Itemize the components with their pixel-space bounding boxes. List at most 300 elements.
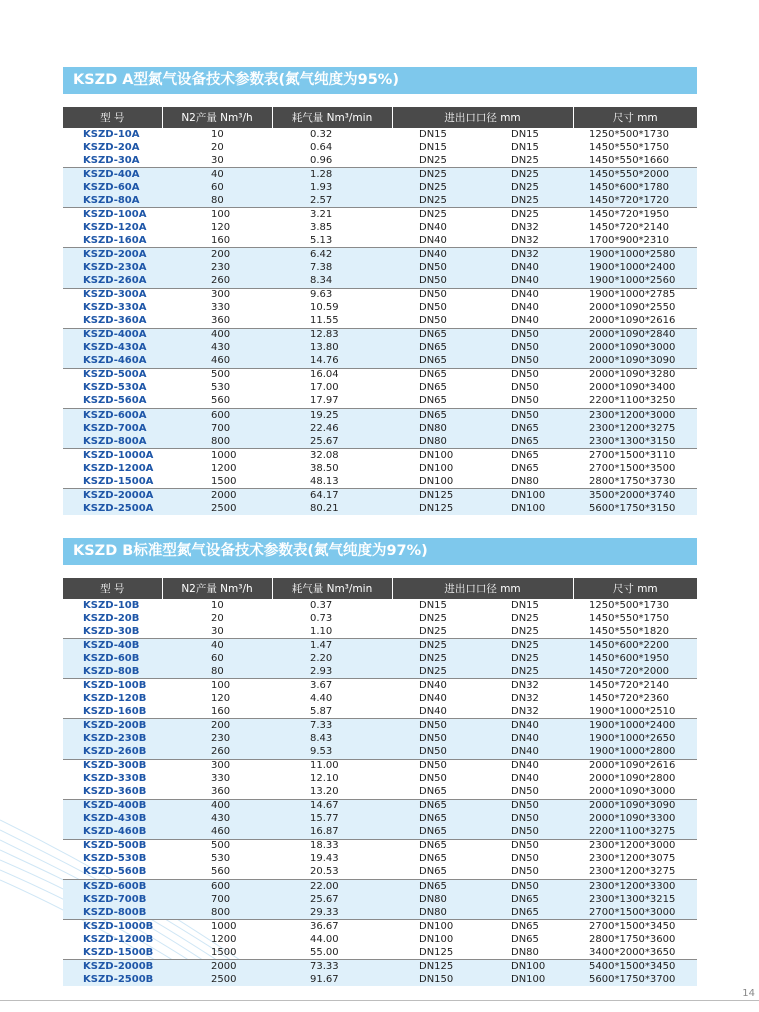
table-row — [63, 288, 697, 302]
table-header-row — [63, 578, 697, 599]
air-consumption-cell: 17.97 — [310, 395, 339, 407]
model-cell: KSZD-300B — [63, 759, 162, 773]
n2-output-cell: 400 — [162, 799, 272, 813]
model-cell: KSZD-80A — [63, 194, 162, 208]
table-row — [63, 773, 697, 786]
table-row — [63, 475, 697, 489]
model-cell: KSZD-460B — [63, 826, 162, 840]
model-cell: KSZD-30B — [83, 625, 140, 637]
n2-output-cell: 2000 — [162, 489, 272, 503]
model-cell: KSZD-530B — [83, 853, 147, 865]
outlet-cell: DN32 — [476, 679, 573, 693]
inlet-cell: DN125 — [392, 960, 476, 974]
outlet-cell: DN25 — [511, 154, 539, 166]
outlet-cell: DN40 — [511, 315, 539, 327]
inlet-cell: DN50 — [392, 746, 476, 760]
dimensions-cell: 2000*1090*2550 — [589, 302, 676, 314]
outlet-cell: DN50 — [476, 328, 573, 342]
inlet-cell: DN50 — [392, 275, 476, 289]
table-row — [63, 234, 697, 248]
inlet-cell: DN15 — [419, 599, 447, 611]
table-row — [63, 853, 697, 866]
table-row — [63, 275, 697, 289]
n2-output-cell: 260 — [162, 746, 272, 760]
air-consumption-cell: 25.67 — [272, 893, 392, 906]
n2-output-cell: 300 — [162, 288, 272, 302]
n2-output-cell: 20 — [211, 612, 224, 624]
model-cell: KSZD-60A — [63, 181, 162, 194]
air-consumption-cell: 12.10 — [310, 773, 339, 785]
outlet-cell: DN65 — [511, 933, 539, 945]
model-cell: KSZD-1200A — [83, 462, 154, 474]
table-row — [63, 759, 697, 773]
inlet-cell: DN25 — [392, 208, 476, 222]
inlet-cell: DN50 — [392, 261, 476, 274]
outlet-cell: DN40 — [511, 773, 539, 785]
n2-output-cell: 1200 — [211, 462, 237, 474]
dimensions-cell: 1900*1000*2400 — [573, 719, 697, 733]
outlet-cell: DN25 — [476, 168, 573, 182]
table-row — [63, 866, 697, 880]
model-cell: KSZD-600A — [63, 408, 162, 422]
air-consumption-cell: 13.20 — [310, 786, 339, 798]
dimensions-cell: 1450*550*1660 — [589, 154, 670, 166]
air-consumption-cell: 1.10 — [310, 625, 333, 637]
air-consumption-cell: 14.76 — [272, 355, 392, 369]
dimensions-cell: 1450*550*2000 — [573, 168, 697, 182]
outlet-cell: DN50 — [476, 342, 573, 355]
dimensions-cell: 2800*1750*3730 — [589, 475, 676, 487]
model-cell: KSZD-120A — [83, 221, 147, 233]
header-n2-output: N2产量 Nm³/h — [162, 578, 272, 599]
table-header-row — [63, 107, 697, 128]
n2-output-cell: 360 — [211, 315, 231, 327]
dimensions-cell: 2000*1090*3090 — [573, 355, 697, 369]
n2-output-cell: 530 — [211, 853, 231, 865]
model-cell: KSZD-430A — [63, 342, 162, 355]
inlet-cell: DN80 — [392, 435, 476, 449]
n2-output-cell: 20 — [211, 141, 224, 153]
outlet-cell: DN32 — [511, 705, 539, 717]
table-body-b — [63, 599, 697, 986]
air-consumption-cell: 14.67 — [272, 799, 392, 813]
outlet-cell: DN50 — [476, 408, 573, 422]
inlet-cell: DN65 — [392, 355, 476, 369]
model-cell: KSZD-500B — [63, 839, 162, 853]
model-cell: KSZD-400A — [63, 328, 162, 342]
table-row — [63, 839, 697, 853]
table-row — [63, 679, 697, 693]
dimensions-cell: 1450*550*1820 — [589, 625, 670, 637]
inlet-cell: DN125 — [392, 489, 476, 503]
model-cell: KSZD-200B — [63, 719, 162, 733]
air-consumption-cell: 3.67 — [272, 679, 392, 693]
dimensions-cell: 2800*1750*3600 — [589, 933, 676, 945]
n2-output-cell: 500 — [162, 839, 272, 853]
n2-output-cell: 60 — [162, 652, 272, 665]
model-cell: KSZD-1500B — [83, 946, 154, 958]
outlet-cell: DN15 — [511, 599, 539, 611]
air-consumption-cell: 38.50 — [310, 462, 339, 474]
n2-output-cell: 700 — [162, 422, 272, 435]
outlet-cell: DN25 — [476, 665, 573, 679]
model-cell: KSZD-1000A — [63, 449, 162, 463]
model-cell: KSZD-1000B — [63, 920, 162, 934]
model-cell: KSZD-100A — [63, 208, 162, 222]
air-consumption-cell: 8.34 — [272, 275, 392, 289]
n2-output-cell: 10 — [211, 599, 224, 611]
outlet-cell: DN15 — [511, 141, 539, 153]
inlet-cell: DN65 — [392, 328, 476, 342]
dimensions-cell: 2300*1300*3150 — [573, 435, 697, 449]
dimensions-cell: 1700*900*2310 — [589, 234, 670, 246]
outlet-cell: DN65 — [476, 906, 573, 920]
inlet-cell: DN65 — [419, 853, 447, 865]
air-consumption-cell: 91.67 — [272, 973, 392, 986]
n2-output-cell: 800 — [162, 906, 272, 920]
header-n2-output: N2产量 Nm³/h — [162, 107, 272, 128]
air-consumption-cell: 22.46 — [272, 422, 392, 435]
table-row — [63, 786, 697, 800]
inlet-cell: DN40 — [419, 692, 447, 704]
n2-output-cell: 100 — [162, 679, 272, 693]
outlet-cell: DN25 — [476, 639, 573, 653]
table-row — [63, 168, 697, 182]
header-dimensions: 尺寸 mm — [573, 578, 697, 599]
header-air-consumption: 耗气量 Nm³/min — [272, 578, 392, 599]
inlet-cell: DN40 — [419, 705, 447, 717]
n2-output-cell: 40 — [162, 168, 272, 182]
table-row — [63, 248, 697, 262]
table-row — [63, 893, 697, 906]
model-cell: KSZD-330B — [83, 773, 147, 785]
inlet-cell: DN50 — [392, 288, 476, 302]
model-cell: KSZD-20A — [83, 141, 140, 153]
table-row — [63, 599, 697, 612]
section-title-b: KSZD B标准型氮气设备技术参数表(氮气纯度为97%) — [63, 538, 697, 565]
page-number: 14 — [742, 988, 755, 999]
inlet-cell: DN80 — [392, 422, 476, 435]
inlet-cell: DN65 — [392, 839, 476, 853]
outlet-cell: DN80 — [511, 475, 539, 487]
inlet-cell: DN65 — [392, 879, 476, 893]
outlet-cell: DN50 — [511, 853, 539, 865]
table-row — [63, 154, 697, 168]
inlet-cell: DN65 — [419, 866, 447, 878]
n2-output-cell: 2500 — [162, 973, 272, 986]
inlet-cell: DN15 — [419, 128, 447, 140]
n2-output-cell: 60 — [162, 181, 272, 194]
model-cell: KSZD-330A — [83, 302, 147, 314]
n2-output-cell: 500 — [162, 368, 272, 382]
dimensions-cell: 2000*1090*2840 — [573, 328, 697, 342]
dimensions-cell: 5600*1750*3700 — [573, 973, 697, 986]
inlet-cell: DN15 — [419, 141, 447, 153]
table-row — [63, 946, 697, 960]
table-row — [63, 639, 697, 653]
outlet-cell: DN50 — [476, 879, 573, 893]
table-row — [63, 328, 697, 342]
table-row — [63, 826, 697, 840]
outlet-cell: DN25 — [511, 625, 539, 637]
dimensions-cell: 2700*1500*3110 — [573, 449, 697, 463]
table-row — [63, 813, 697, 826]
model-cell: KSZD-20B — [83, 612, 140, 624]
air-consumption-cell: 80.21 — [272, 502, 392, 515]
dimensions-cell: 1450*720*1720 — [573, 194, 697, 208]
table-row — [63, 355, 697, 369]
outlet-cell: DN32 — [511, 692, 539, 704]
section-title-a: KSZD A型氮气设备技术参数表(氮气纯度为95%) — [63, 67, 697, 94]
dimensions-cell: 1900*1000*2510 — [589, 705, 676, 717]
model-cell: KSZD-300A — [63, 288, 162, 302]
inlet-cell: DN65 — [419, 786, 447, 798]
inlet-cell: DN25 — [392, 652, 476, 665]
table-row — [63, 652, 697, 665]
air-consumption-cell: 25.67 — [272, 435, 392, 449]
dimensions-cell: 2300*1200*3075 — [589, 853, 676, 865]
air-consumption-cell: 32.08 — [272, 449, 392, 463]
dimensions-cell: 1900*1000*2650 — [573, 732, 697, 745]
outlet-cell: DN40 — [476, 732, 573, 745]
air-consumption-cell: 19.25 — [272, 408, 392, 422]
inlet-cell: DN80 — [392, 906, 476, 920]
n2-output-cell: 1000 — [162, 449, 272, 463]
inlet-cell: DN25 — [392, 168, 476, 182]
dimensions-cell: 2300*1200*3275 — [589, 866, 676, 878]
dimensions-cell: 2300*1300*3215 — [573, 893, 697, 906]
table-row — [63, 665, 697, 679]
table-row — [63, 181, 697, 194]
n2-output-cell: 1500 — [211, 475, 237, 487]
n2-output-cell: 120 — [211, 221, 231, 233]
dimensions-cell: 2200*1100*3275 — [573, 826, 697, 840]
model-cell: KSZD-1200B — [83, 933, 154, 945]
header-dimensions: 尺寸 mm — [573, 107, 697, 128]
dimensions-cell: 1900*1000*2560 — [573, 275, 697, 289]
dimensions-cell: 1450*550*1750 — [589, 141, 670, 153]
dimensions-cell: 1450*600*2200 — [573, 639, 697, 653]
air-consumption-cell: 3.85 — [310, 221, 333, 233]
n2-output-cell: 80 — [162, 194, 272, 208]
air-consumption-cell: 0.64 — [310, 141, 333, 153]
air-consumption-cell: 1.93 — [272, 181, 392, 194]
inlet-cell: DN100 — [419, 462, 454, 474]
air-consumption-cell: 20.53 — [310, 866, 339, 878]
model-cell: KSZD-430B — [63, 813, 162, 826]
n2-output-cell: 100 — [162, 208, 272, 222]
dimensions-cell: 2300*1200*3000 — [573, 408, 697, 422]
table-row — [63, 462, 697, 475]
air-consumption-cell: 18.33 — [272, 839, 392, 853]
n2-output-cell: 30 — [211, 625, 224, 637]
model-cell: KSZD-800A — [63, 435, 162, 449]
n2-output-cell: 200 — [162, 248, 272, 262]
n2-output-cell: 2500 — [162, 502, 272, 515]
table-row — [63, 705, 697, 719]
outlet-cell: DN50 — [511, 382, 539, 394]
inlet-cell: DN25 — [419, 612, 447, 624]
inlet-cell: DN65 — [419, 382, 447, 394]
n2-output-cell: 10 — [211, 128, 224, 140]
air-consumption-cell: 2.57 — [272, 194, 392, 208]
outlet-cell: DN50 — [476, 813, 573, 826]
table-row — [63, 128, 697, 141]
dimensions-cell: 1450*720*1950 — [573, 208, 697, 222]
inlet-cell: DN40 — [419, 221, 447, 233]
inlet-cell: DN65 — [392, 342, 476, 355]
outlet-cell: DN15 — [511, 128, 539, 140]
dimensions-cell: 2000*1090*3000 — [573, 342, 697, 355]
model-cell: KSZD-40A — [63, 168, 162, 182]
outlet-cell: DN50 — [511, 786, 539, 798]
n2-output-cell: 2000 — [162, 960, 272, 974]
inlet-cell: DN25 — [392, 665, 476, 679]
n2-output-cell: 230 — [162, 261, 272, 274]
dimensions-cell: 2300*1200*3300 — [573, 879, 697, 893]
inlet-cell: DN100 — [392, 449, 476, 463]
air-consumption-cell: 64.17 — [272, 489, 392, 503]
table-row — [63, 261, 697, 274]
header-model: 型 号 — [63, 107, 162, 128]
header-port-diameter: 进出口口径 mm — [392, 578, 573, 599]
inlet-cell: DN40 — [392, 248, 476, 262]
inlet-cell: DN65 — [392, 799, 476, 813]
air-consumption-cell: 7.38 — [272, 261, 392, 274]
air-consumption-cell: 2.93 — [272, 665, 392, 679]
model-cell: KSZD-360A — [83, 315, 147, 327]
model-cell: KSZD-600B — [63, 879, 162, 893]
n2-output-cell: 200 — [162, 719, 272, 733]
dimensions-cell: 2700*1500*3500 — [589, 462, 676, 474]
dimensions-cell: 2000*1090*3300 — [573, 813, 697, 826]
dimensions-cell: 1900*1000*2400 — [573, 261, 697, 274]
model-cell: KSZD-160A — [83, 234, 147, 246]
dimensions-cell: 2000*1090*2616 — [589, 315, 676, 327]
outlet-cell: DN25 — [476, 181, 573, 194]
model-cell: KSZD-40B — [63, 639, 162, 653]
table-row — [63, 382, 697, 395]
dimensions-cell: 2000*1090*2616 — [573, 759, 697, 773]
air-consumption-cell: 13.80 — [272, 342, 392, 355]
air-consumption-cell: 0.96 — [310, 154, 333, 166]
dimensions-cell: 2000*1090*3090 — [573, 799, 697, 813]
inlet-cell: DN65 — [419, 395, 447, 407]
table-row — [63, 879, 697, 893]
air-consumption-cell: 0.73 — [310, 612, 333, 624]
n2-output-cell: 600 — [162, 408, 272, 422]
model-cell: KSZD-160B — [83, 705, 147, 717]
dimensions-cell: 2300*1200*3275 — [573, 422, 697, 435]
inlet-cell: DN50 — [419, 302, 447, 314]
outlet-cell: DN65 — [476, 920, 573, 934]
table-row — [63, 502, 697, 515]
outlet-cell: DN32 — [476, 248, 573, 262]
outlet-cell: DN65 — [476, 422, 573, 435]
inlet-cell: DN65 — [392, 826, 476, 840]
outlet-cell: DN50 — [476, 799, 573, 813]
n2-output-cell: 80 — [162, 665, 272, 679]
dimensions-cell: 1450*720*2360 — [589, 692, 670, 704]
model-cell: KSZD-10B — [83, 599, 140, 611]
inlet-cell: DN80 — [392, 893, 476, 906]
dimensions-cell: 1450*600*1950 — [573, 652, 697, 665]
model-cell: KSZD-260B — [63, 746, 162, 760]
dimensions-cell: 1450*720*2000 — [573, 665, 697, 679]
inlet-cell: DN150 — [392, 973, 476, 986]
inlet-cell: DN50 — [419, 315, 447, 327]
table-row — [63, 973, 697, 986]
outlet-cell: DN50 — [511, 395, 539, 407]
dimensions-cell: 5600*1750*3150 — [573, 502, 697, 515]
outlet-cell: DN40 — [476, 719, 573, 733]
air-consumption-cell: 6.42 — [272, 248, 392, 262]
inlet-cell: DN50 — [392, 732, 476, 745]
air-consumption-cell: 1.28 — [272, 168, 392, 182]
inlet-cell: DN65 — [392, 408, 476, 422]
outlet-cell: DN100 — [476, 502, 573, 515]
model-cell: KSZD-120B — [83, 692, 147, 704]
n2-output-cell: 120 — [211, 692, 231, 704]
air-consumption-cell: 7.33 — [272, 719, 392, 733]
inlet-cell: DN100 — [392, 920, 476, 934]
air-consumption-cell: 10.59 — [310, 302, 339, 314]
dimensions-cell: 2000*1090*3000 — [589, 786, 676, 798]
dimensions-cell: 1900*1000*2580 — [573, 248, 697, 262]
air-consumption-cell: 4.40 — [310, 692, 333, 704]
dimensions-cell: 1900*1000*2800 — [573, 746, 697, 760]
air-consumption-cell: 5.87 — [310, 705, 333, 717]
dimensions-cell: 2000*1090*2800 — [589, 773, 676, 785]
header-air-consumption: 耗气量 Nm³/min — [272, 107, 392, 128]
model-cell: KSZD-200A — [63, 248, 162, 262]
dimensions-cell: 3500*2000*3740 — [573, 489, 697, 503]
outlet-cell: DN25 — [511, 612, 539, 624]
dimensions-cell: 1450*720*2140 — [573, 679, 697, 693]
table-row — [63, 719, 697, 733]
air-consumption-cell: 16.04 — [272, 368, 392, 382]
n2-output-cell: 30 — [211, 154, 224, 166]
n2-output-cell: 600 — [162, 879, 272, 893]
outlet-cell: DN32 — [511, 234, 539, 246]
air-consumption-cell: 11.00 — [272, 759, 392, 773]
table-row — [63, 732, 697, 745]
air-consumption-cell: 17.00 — [310, 382, 339, 394]
air-consumption-cell: 0.37 — [310, 599, 333, 611]
n2-output-cell: 800 — [162, 435, 272, 449]
model-cell: KSZD-230B — [63, 732, 162, 745]
inlet-cell: DN100 — [419, 933, 454, 945]
inlet-cell: DN25 — [392, 194, 476, 208]
table-row — [63, 692, 697, 705]
n2-output-cell: 160 — [211, 234, 231, 246]
dimensions-cell: 2200*1100*3250 — [589, 395, 676, 407]
model-cell: KSZD-2000B — [63, 960, 162, 974]
model-cell: KSZD-2000A — [63, 489, 162, 503]
inlet-cell: DN125 — [419, 946, 454, 958]
air-consumption-cell: 15.77 — [272, 813, 392, 826]
outlet-cell: DN50 — [511, 866, 539, 878]
table-row — [63, 449, 697, 463]
outlet-cell: DN65 — [476, 435, 573, 449]
outlet-cell: DN100 — [476, 960, 573, 974]
table-row — [63, 625, 697, 639]
air-consumption-cell: 22.00 — [272, 879, 392, 893]
model-cell: KSZD-60B — [63, 652, 162, 665]
dimensions-cell: 3400*2000*3650 — [589, 946, 676, 958]
dimensions-cell: 2000*1090*3400 — [589, 382, 676, 394]
table-row — [63, 435, 697, 449]
